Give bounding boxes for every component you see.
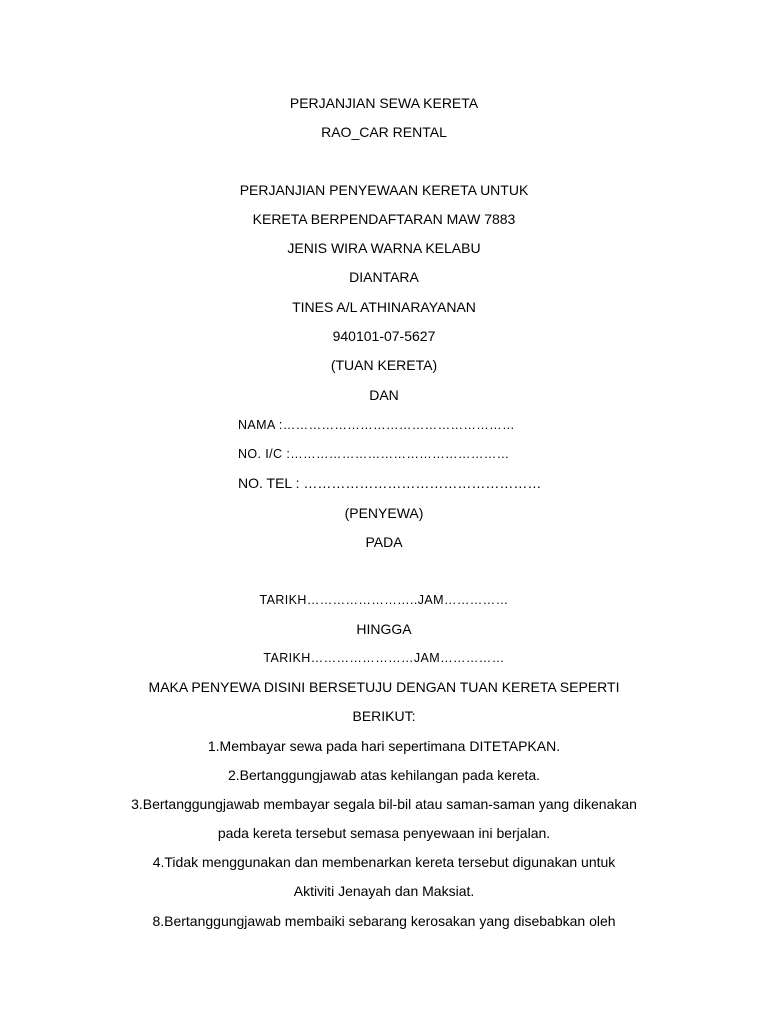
and-label: DAN bbox=[369, 387, 399, 403]
vehicle-description: JENIS WIRA WARNA KELABU bbox=[287, 240, 481, 256]
agreement-statement-line1: MAKA PENYEWA DISINI BERSETUJU DENGAN TUAN KERETA SEPERTI bbox=[148, 679, 620, 695]
between-label: DIANTARA bbox=[349, 269, 419, 285]
start-datetime-field: TARIKH……………………..JAM…………… bbox=[259, 593, 509, 607]
term-4-line1: 4.Tidak menggunakan dan membenarkan kereta tersebut digunakan untuk bbox=[152, 854, 616, 870]
registration-number: KERETA BERPENDAFTARAN MAW 7883 bbox=[252, 211, 516, 227]
agreement-heading: PERJANJIAN PENYEWAAN KERETA UNTUK bbox=[239, 182, 529, 198]
company-name: RAO_CAR RENTAL bbox=[321, 124, 447, 140]
owner-role: (TUAN KERETA) bbox=[330, 357, 438, 373]
term-2: 2.Bertanggungjawab atas kehilangan pada kereta. bbox=[227, 767, 541, 783]
owner-name: TINES A/L ATHINARAYANAN bbox=[292, 299, 476, 315]
term-3-line2: pada kereta tersebut semasa penyewaan ini berjalan. bbox=[217, 825, 551, 841]
on-label: PADA bbox=[365, 534, 403, 550]
owner-ic: 940101-07-5627 bbox=[332, 328, 436, 344]
term-4-line2: Aktiviti Jenayah dan Maksiat. bbox=[293, 883, 475, 899]
document-title: PERJANJIAN SEWA KERETA bbox=[289, 95, 479, 111]
renter-tel-field: NO. TEL : …………………………………………… bbox=[238, 475, 542, 491]
agreement-statement-line2: BERIKUT: bbox=[352, 708, 416, 724]
term-8: 8.Bertanggungjawab membaiki sebarang kerosakan yang disebabkan oleh bbox=[152, 913, 616, 929]
renter-name-field: NAMA :……………………………………………… bbox=[238, 418, 515, 432]
end-datetime-field: TARIKH……………………JAM…………… bbox=[263, 651, 505, 665]
renter-role: (PENYEWA) bbox=[344, 505, 424, 521]
until-label: HINGGA bbox=[356, 621, 412, 637]
term-1: 1.Membayar sewa pada hari sepertimana DITETAPKAN. bbox=[207, 738, 561, 754]
renter-ic-field: NO. I/C :…………………………………………… bbox=[238, 447, 510, 461]
term-3-line1: 3.Bertanggungjawab membayar segala bil-bil atau saman-saman yang dikenakan bbox=[131, 796, 637, 812]
